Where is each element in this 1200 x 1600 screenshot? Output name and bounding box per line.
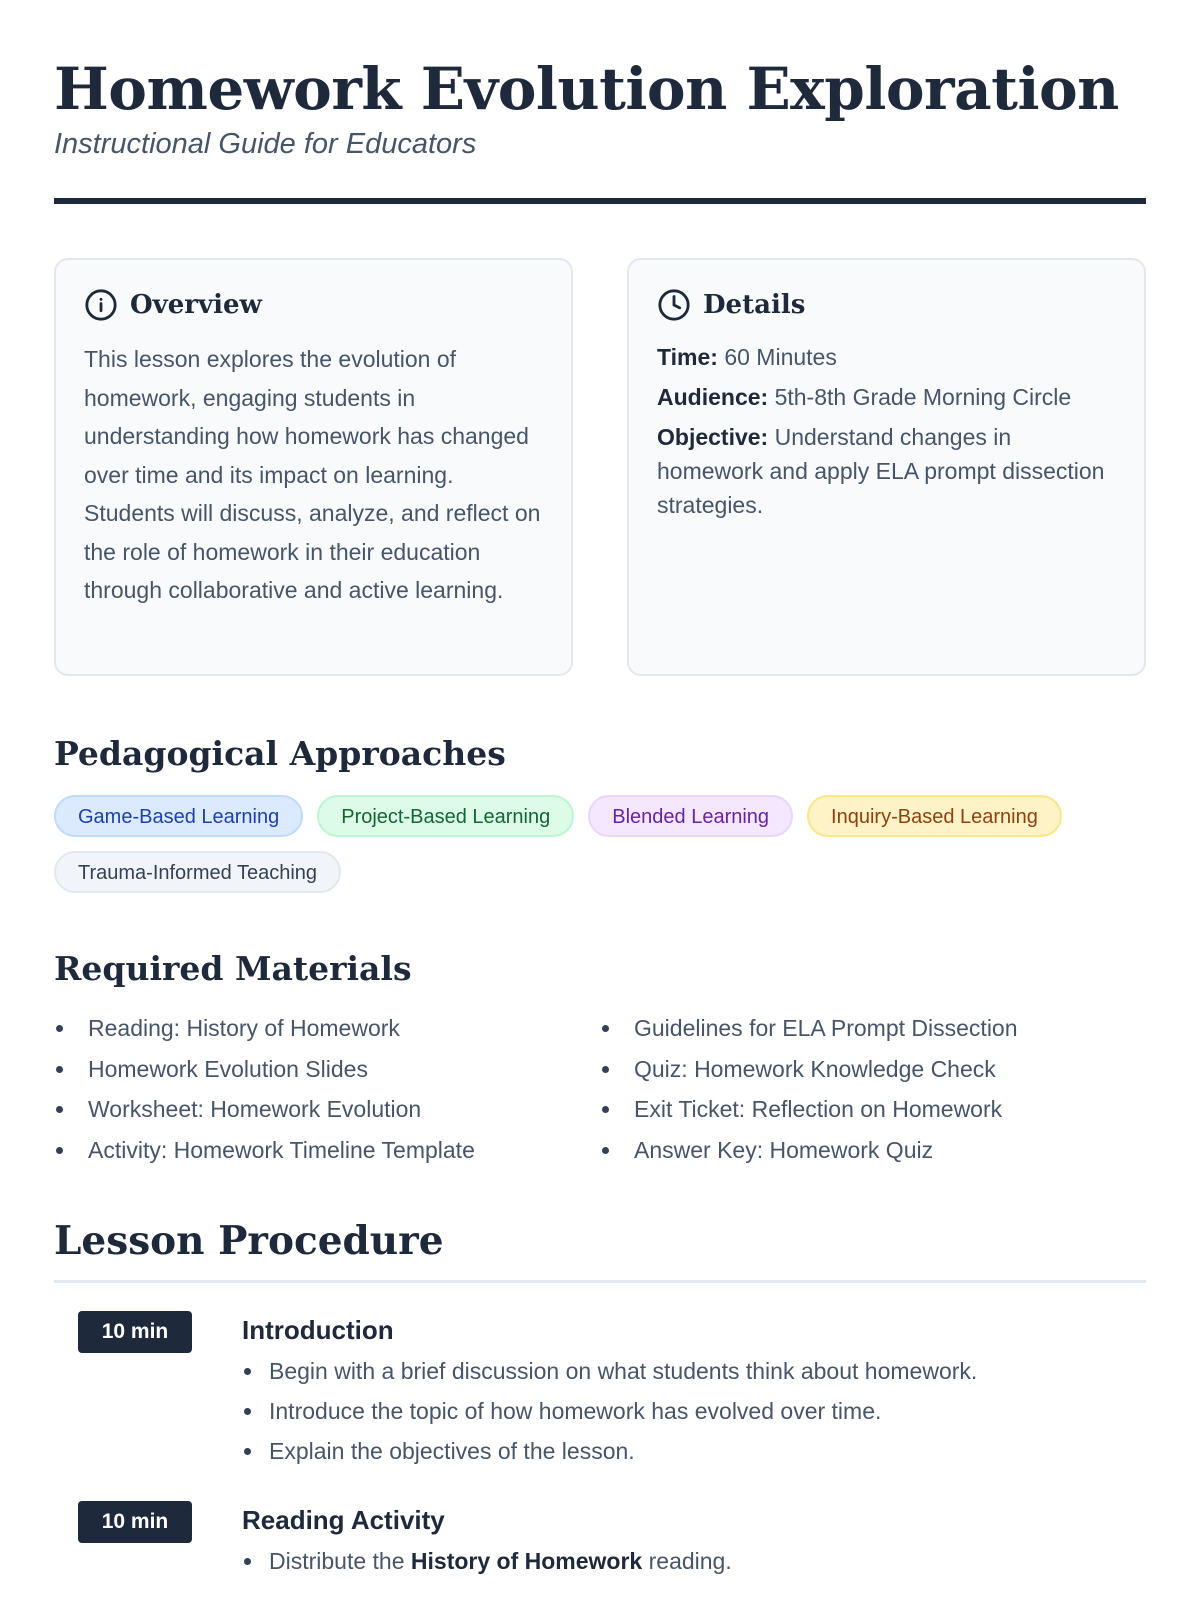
list-item: Introduce the topic of how homework has evolved over time.: [242, 1391, 977, 1431]
item-suffix: reading.: [642, 1548, 732, 1574]
overview-title: Overview: [130, 290, 262, 320]
procedure-step-reading: [54, 1501, 1146, 1581]
materials-section: [54, 949, 1146, 1170]
detail-time-label: Time:: [657, 344, 718, 370]
detail-objective: [657, 420, 1116, 522]
tag-blended: Blended Learning: [588, 795, 793, 837]
list-item: [242, 1541, 732, 1581]
list-item: Homework Evolution Slides: [54, 1049, 600, 1090]
list-item: Activity: Homework Timeline Template: [54, 1130, 600, 1171]
list-item: Explain the objectives of the lesson.: [242, 1431, 977, 1471]
tag-trauma-informed: Trauma-Informed Teaching: [54, 851, 341, 893]
page-title: Homework Evolution Exploration: [54, 55, 1119, 123]
clock-icon: [657, 288, 691, 322]
overview-text: This lesson explores the evolution of homework, engaging students in understanding how homework has changed over time and its impact on learning. Students will discuss, analyze, and reflect on the role of homework in their education through collaborative and active learning.: [84, 346, 541, 603]
detail-audience-value: 5th-8th Grade Morning Circle: [774, 384, 1072, 410]
detail-audience: [657, 380, 1116, 414]
item-prefix: Distribute the: [269, 1548, 411, 1574]
list-item: Begin with a brief discussion on what students think about homework.: [242, 1351, 977, 1391]
tag-game-based: Game-Based Learning: [54, 795, 303, 837]
duration-badge: 10 min: [78, 1311, 192, 1353]
header-divider: [54, 198, 1146, 204]
materials-list: [54, 1008, 1146, 1170]
info-cards: [54, 258, 1146, 676]
list-item: Exit Ticket: Reflection on Homework: [600, 1089, 1146, 1130]
details-card: [627, 258, 1146, 676]
procedure-section: [54, 1218, 1146, 1581]
detail-objective-value: Understand changes in homework and apply ELA prompt dissection strategies.: [657, 424, 1105, 518]
pedagogy-heading: Pedagogical Approaches: [54, 734, 506, 773]
detail-time: [657, 340, 1116, 374]
step-body: [242, 1311, 977, 1471]
step-title: Reading Activity: [242, 1505, 445, 1535]
procedure-divider: [54, 1280, 1146, 1283]
list-item: Reading: History of Homework: [54, 1008, 600, 1049]
tag-project-based: Project-Based Learning: [317, 795, 574, 837]
materials-column-right: [600, 1008, 1146, 1170]
materials-column-left: [54, 1008, 600, 1170]
overview-card-header: [84, 288, 543, 322]
detail-audience-label: Audience:: [657, 384, 769, 410]
procedure-heading: Lesson Procedure: [54, 1218, 444, 1264]
step-body: [242, 1501, 732, 1581]
step-list: [242, 1541, 732, 1581]
list-item: Guidelines for ELA Prompt Dissection: [600, 1008, 1146, 1049]
page-subtitle: Instructional Guide for Educators: [54, 128, 477, 160]
detail-time-value: 60 Minutes: [724, 344, 837, 370]
details-card-header: [657, 288, 1116, 322]
detail-objective-label: Objective:: [657, 424, 769, 450]
info-icon: [84, 288, 118, 322]
list-item: Quiz: Homework Knowledge Check: [600, 1049, 1146, 1090]
duration-badge: 10 min: [78, 1501, 192, 1543]
procedure-step-introduction: [54, 1311, 1146, 1471]
step-list: [242, 1351, 977, 1471]
list-item: Worksheet: Homework Evolution: [54, 1089, 600, 1130]
tag-inquiry-based: Inquiry-Based Learning: [807, 795, 1062, 837]
materials-heading: Required Materials: [54, 949, 412, 988]
overview-card: [54, 258, 573, 676]
pedagogy-tags: [54, 795, 1114, 893]
details-title: Details: [703, 290, 806, 320]
list-item: Answer Key: Homework Quiz: [600, 1130, 1146, 1171]
item-bold: History of Homework: [410, 1548, 643, 1574]
pedagogy-section: [54, 734, 1146, 893]
step-title: Introduction: [242, 1315, 394, 1345]
